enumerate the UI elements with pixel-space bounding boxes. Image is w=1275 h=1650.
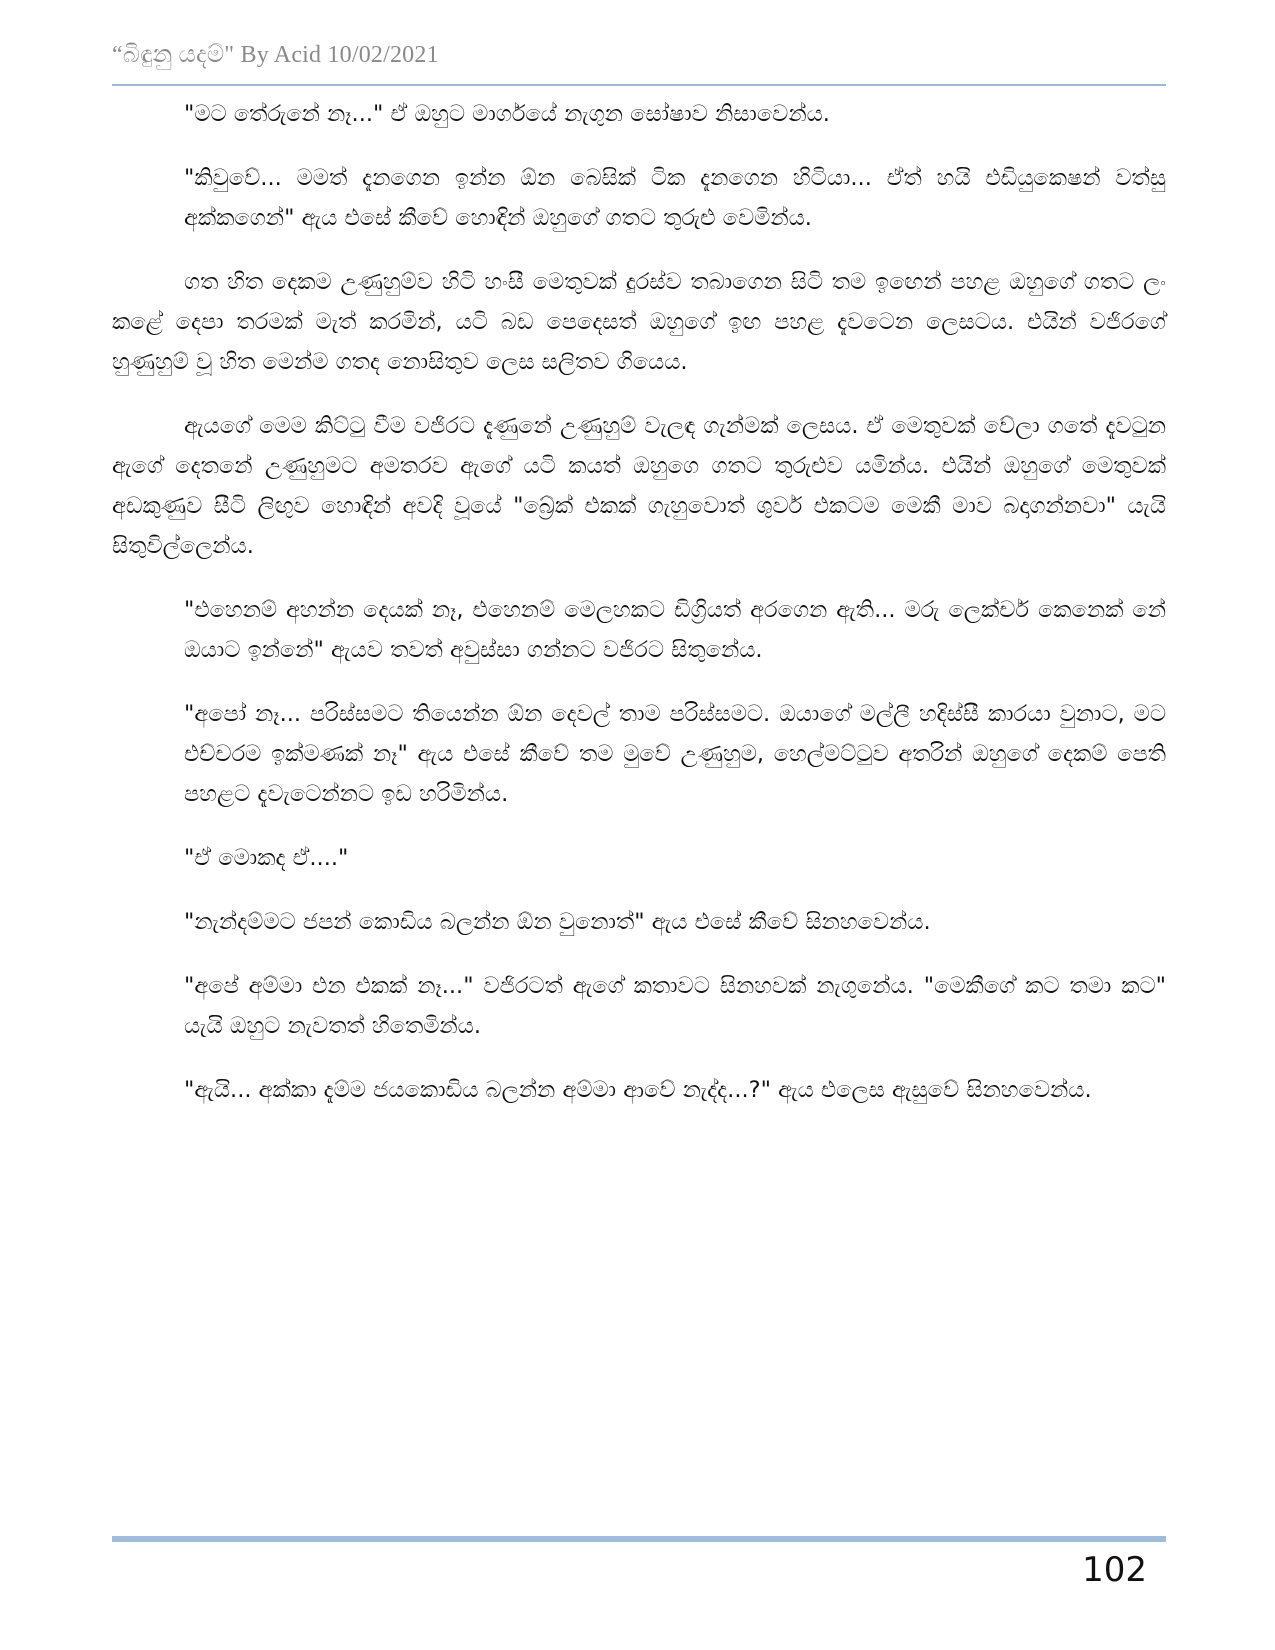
running-header: “බිඳුනු යදම්" By Acid 10/02/2021 xyxy=(112,42,439,68)
paragraph: "නැන්දම්මට ජපන් කොඩිය බලන්න ඕන වුනොත්" ඇය එසේ කීවේ සිනහවෙන්ය. xyxy=(184,909,931,935)
footer-divider xyxy=(112,1536,1166,1542)
paragraph: "ඒ මොකද ඒ...." xyxy=(184,845,349,871)
header-divider xyxy=(112,84,1166,86)
page-number: 102 xyxy=(1082,1550,1147,1590)
paragraph: "අපෝ නෑ... පරිස්සමට තියෙන්න ඕන දෙවල් තාම පරිස්සමට. ඔයාගේ මල්ලී හදිස්සී කාරයා වුනාට, මට එච්චරම ඉක්මණක් නෑ" ඇය එසේ කීවේ තම මුවේ උණුහුම, හෙල්මට්ටුව අතරින් ඔහුගේ දෙකම් පෙති පහළට දැවැටෙන්නට ඉඩ හරිමින්ය. xyxy=(184,701,1166,807)
body-text xyxy=(112,94,1166,1134)
paragraph: ඇයගේ මෙම කිට්ටු වීම වජිරට දැණුනේ උණුහුම් වැලඳ ගැන්මක් ලෙසය. ඒ මෙතුවක් වේලා ගතේ දැවටුන ඇගේ දෙතනේ උණුහුමට අමතරව ඇගේ යටි කයත් ඔහුගෙ ගතට තුරුළුව යමින්ය. එයින් ඔහුගේ මෙතුවක් අඩකුණුව සීටි ලිඟුව හොඳින් අවදි වූයේ "බ්‍රේක් එකක් ගැහුවොත් ශුවර් එකටම මෙකී මාව බදාගන්නවා" යැයි සිතුවිල්ලෙන්ය. xyxy=(112,413,1166,559)
paragraph: "ඇයි... අක්කා දැම්ම ජයකොඩිය බලන්න අම්මා ආවේ නැද්ද...?" ඇය එලෙස ඇසුවේ සිනහවෙන්ය. xyxy=(184,1077,1092,1103)
paragraph: "මට තේරුනේ නෑ..." ඒ ඔහුට මාර්ගයේ නැගුන සෝෂාව නිසාවෙන්ය. xyxy=(184,101,830,127)
paragraph: "එහෙනම් අහන්න දෙයක් නෑ, එහෙනම් මෙලහකට ඩිග්‍රියත් අරගෙන ඇති... මරු ලෙක්චර් කෙනෙක් නේ ඔයාට ඉන්නේ" ඇයව තවත් අවුස්සා ගන්නට වජිරට සිතුනේය. xyxy=(184,597,1166,663)
paragraph: ගත හිත දෙකම උණුහුම්ව හිටි හංසී මෙතුවක් දුරස්ව තබාගෙන සිටි තම ඉඟෙන් පහළ ඔහුගේ ගතට ලං කළේ දෙපා තරමක් මැත් කරමින්, යටි බඩ පෙදෙසත් ඔහුගේ ඉඟ පහළ දැවටෙන ලෙසටය. එයින් වජිරගේ හුණුහුම් වූ හිත මෙන්ම ගතද නොසිතුව ලෙස සලිතව ගියෙය. xyxy=(112,269,1166,375)
paragraph: "කිවුවේ... මමත් දැනගෙන ඉන්න ඕන බෙසික් ටික දැනගෙන හිටියා... ඒත් හයි එඩියුකෙෂන් වත්සු අක්කගෙන්" ඇය එසේ කීවේ හොඳින් ඔහුගේ ගතට තුරුළු වෙමින්ය. xyxy=(184,165,1166,231)
paragraph: "අපේ අම්මා එන එකක් නෑ..." වජිරටත් ඇගේ කතාවට සිනහවක් නැගුනේය. "මෙකීගේ කට තමා කට" යැයි ඔහුට නැවතත් හිතෙමින්ය. xyxy=(184,973,1166,1039)
